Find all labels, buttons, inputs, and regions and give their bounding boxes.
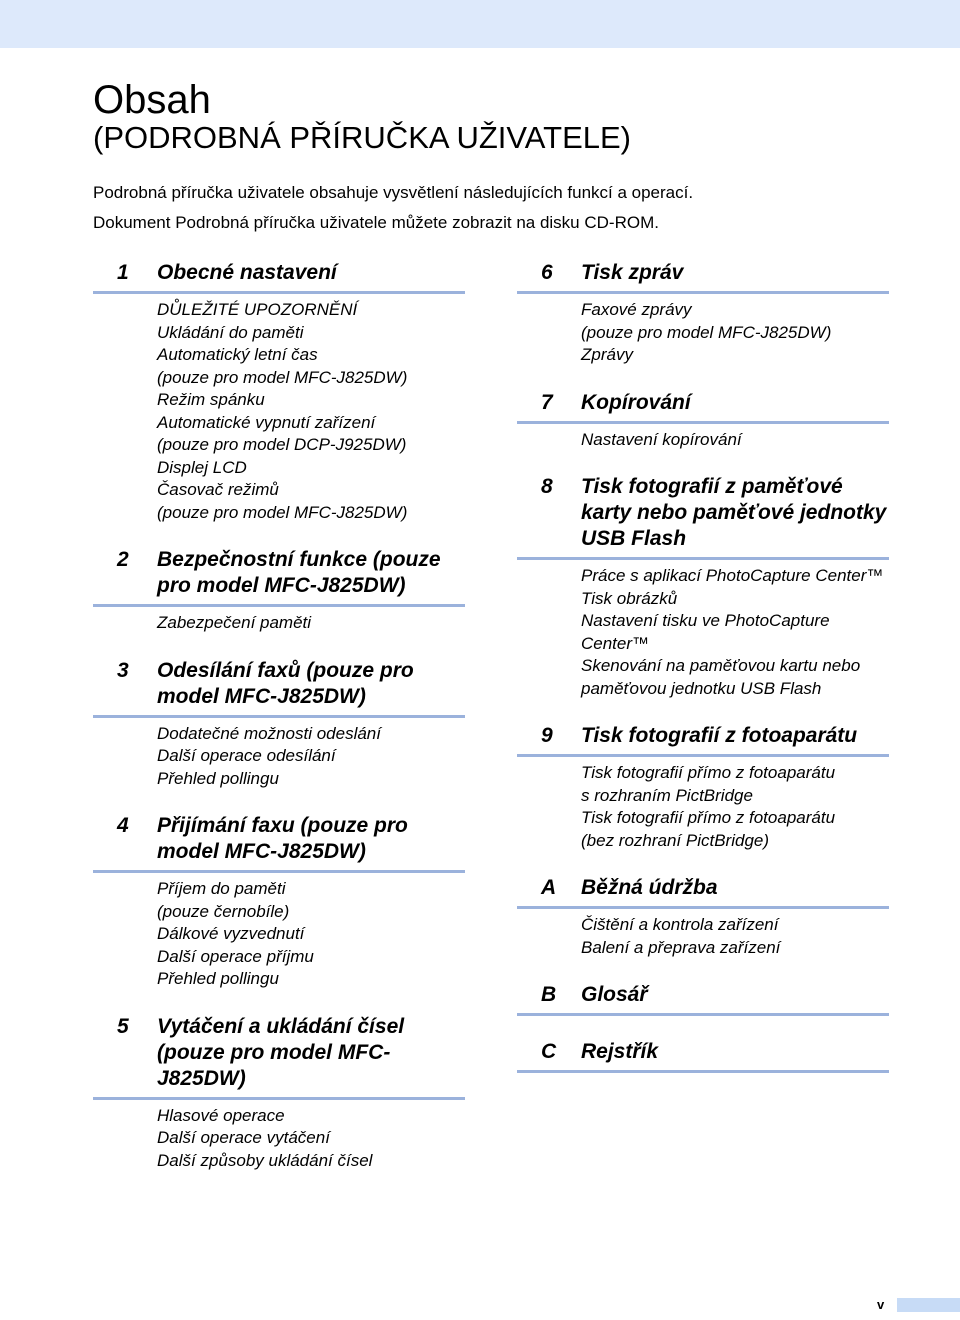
page-tab	[897, 1298, 960, 1312]
chapter-title: Běžná údržba	[581, 876, 718, 899]
chapter-items	[93, 607, 465, 635]
toc-item[interactable]: DŮLEŽITÉ UPOZORNĚNÍ	[157, 300, 358, 319]
chapter-title: Tisk fotografií z paměťové karty nebo paměťové jednotky USB Flash	[581, 475, 887, 550]
top-band	[0, 0, 960, 48]
page-title: Obsah	[93, 78, 211, 122]
chapter-items	[517, 424, 889, 452]
toc-item[interactable]: Skenování na paměťovou kartu nebo paměťovou jednotku USB Flash	[581, 656, 861, 698]
toc-chapter-8[interactable]	[517, 474, 889, 700]
toc-item[interactable]: Ukládání do paměti	[157, 322, 304, 342]
chapter-number: 7	[541, 390, 553, 414]
toc-item[interactable]: Dálkové vyzvednutí	[157, 924, 305, 943]
intro-line-1: Podrobná příručka uživatele obsahuje vysvětlení následujících funkcí a operací.	[93, 183, 694, 202]
toc-item[interactable]: Automatické vypnutí zařízení (pouze pro model DCP-J925DW)	[157, 412, 407, 454]
chapter-heading	[93, 260, 465, 291]
toc-item[interactable]: Automatický letní čas (pouze pro model MFC-J825DW)	[157, 345, 408, 387]
toc-chapter-2[interactable]	[93, 547, 465, 635]
toc-item[interactable]: Přehled pollingu	[157, 969, 279, 988]
chapter-number: 2	[117, 548, 129, 571]
chapter-heading	[93, 658, 465, 715]
toc-chapter-a[interactable]	[517, 875, 889, 959]
chapter-title: Obecné nastavení	[157, 261, 337, 284]
chapter-rule	[517, 1070, 889, 1073]
toc-chapter-9[interactable]	[517, 723, 889, 852]
chapter-items	[93, 1100, 465, 1173]
chapter-heading	[517, 260, 889, 291]
chapter-items	[93, 294, 465, 524]
chapter-title: Odesílání faxů (pouze pro model MFC-J825DW)	[157, 658, 414, 708]
page-number: v	[877, 1297, 885, 1312]
toc-item[interactable]: Tisk fotografií přímo z fotoaparátu s rozhraním PictBridge	[581, 763, 836, 805]
toc-chapter-7[interactable]	[517, 390, 889, 452]
toc-item[interactable]: Další operace vytáčení	[157, 1128, 330, 1147]
chapter-number: 8	[541, 475, 553, 498]
toc-chapter-1[interactable]	[93, 260, 465, 524]
toc-item[interactable]: Nastavení kopírování	[581, 429, 742, 449]
chapter-title: Glosář	[581, 983, 648, 1006]
toc-item[interactable]: Časovač režimů (pouze pro model MFC-J825DW)	[157, 480, 408, 522]
toc-right-column	[517, 260, 889, 1096]
chapter-number: B	[541, 983, 557, 1006]
toc-item[interactable]: Další operace odesílání	[157, 746, 336, 765]
toc-item[interactable]: Zabezpečení paměti	[157, 613, 312, 632]
intro-line-2: Dokument Podrobná příručka uživatele můžete zobrazit na disku CD-ROM.	[93, 213, 659, 232]
chapter-number: A	[541, 876, 557, 899]
chapter-number: 4	[117, 814, 129, 837]
toc-chapter-c[interactable]	[517, 1039, 889, 1073]
chapter-title: Tisk zpráv	[581, 261, 684, 284]
toc-item[interactable]: Příjem do paměti (pouze černobíle)	[157, 879, 290, 921]
chapter-heading	[93, 547, 465, 604]
toc-item[interactable]: Nastavení tisku ve PhotoCapture Center™	[581, 611, 830, 653]
chapter-number: 6	[541, 261, 553, 284]
chapter-heading	[517, 474, 889, 557]
chapter-title: Rejstřík	[581, 1040, 659, 1063]
chapter-items	[517, 757, 889, 852]
toc-item[interactable]: Faxové zprávy (pouze pro model MFC-J825DW)	[581, 300, 832, 342]
chapter-title: Vytáčení a ukládání čísel (pouze pro model MFC-J825DW)	[157, 1014, 405, 1090]
chapter-title: Tisk fotografií z fotoaparátu	[581, 724, 858, 747]
chapter-heading	[517, 982, 889, 1013]
chapter-rule	[517, 1013, 889, 1016]
chapter-items	[517, 560, 889, 700]
chapter-title: Bezpečnostní funkce (pouze pro model MFC-J825DW)	[157, 548, 441, 597]
toc-item[interactable]: Další způsoby ukládání čísel	[157, 1150, 373, 1170]
chapter-heading	[517, 723, 889, 754]
toc-item[interactable]: Tisk fotografií přímo z fotoaparátu (bez rozhraní PictBridge)	[581, 808, 836, 850]
chapter-items	[93, 718, 465, 791]
toc-chapter-5[interactable]	[93, 1014, 465, 1173]
chapter-heading	[93, 813, 465, 870]
chapter-heading	[517, 390, 889, 421]
chapter-items	[517, 294, 889, 367]
toc-chapter-4[interactable]	[93, 813, 465, 991]
chapter-heading	[517, 875, 889, 906]
toc-item[interactable]: Balení a přeprava zařízení	[581, 937, 781, 957]
toc-chapter-b[interactable]	[517, 982, 889, 1016]
chapter-number: 5	[117, 1014, 129, 1038]
toc-item[interactable]: Dodatečné možnosti odeslání	[157, 723, 381, 743]
toc-item[interactable]: Další operace příjmu	[157, 946, 314, 966]
chapter-heading	[93, 1014, 465, 1097]
chapter-heading	[517, 1039, 889, 1070]
toc-chapter-6[interactable]	[517, 260, 889, 367]
toc-item[interactable]: Tisk obrázků	[581, 588, 678, 608]
toc-item[interactable]: Displej LCD	[157, 457, 247, 477]
toc-item[interactable]: Hlasové operace	[157, 1105, 285, 1125]
chapter-items	[93, 873, 465, 991]
chapter-number: 1	[117, 261, 129, 284]
toc-item[interactable]: Zprávy	[581, 345, 633, 364]
toc-item[interactable]: Přehled pollingu	[157, 768, 279, 788]
toc-chapter-3[interactable]	[93, 658, 465, 791]
chapter-title: Kopírování	[581, 390, 691, 414]
toc-item[interactable]: Práce s aplikací PhotoCapture Center™	[581, 566, 884, 585]
chapter-items	[517, 909, 889, 959]
chapter-number: C	[541, 1040, 557, 1063]
toc-item[interactable]: Režim spánku	[157, 390, 265, 409]
page-subtitle: (PODROBNÁ PŘÍRUČKA UŽIVATELE)	[93, 120, 631, 155]
chapter-number: 9	[541, 724, 553, 747]
toc-item[interactable]: Čištění a kontrola zařízení	[581, 915, 779, 934]
chapter-title: Přijímání faxu (pouze pro model MFC-J825DW)	[157, 814, 408, 863]
toc-left-column	[93, 260, 465, 1195]
chapter-number: 3	[117, 658, 129, 682]
